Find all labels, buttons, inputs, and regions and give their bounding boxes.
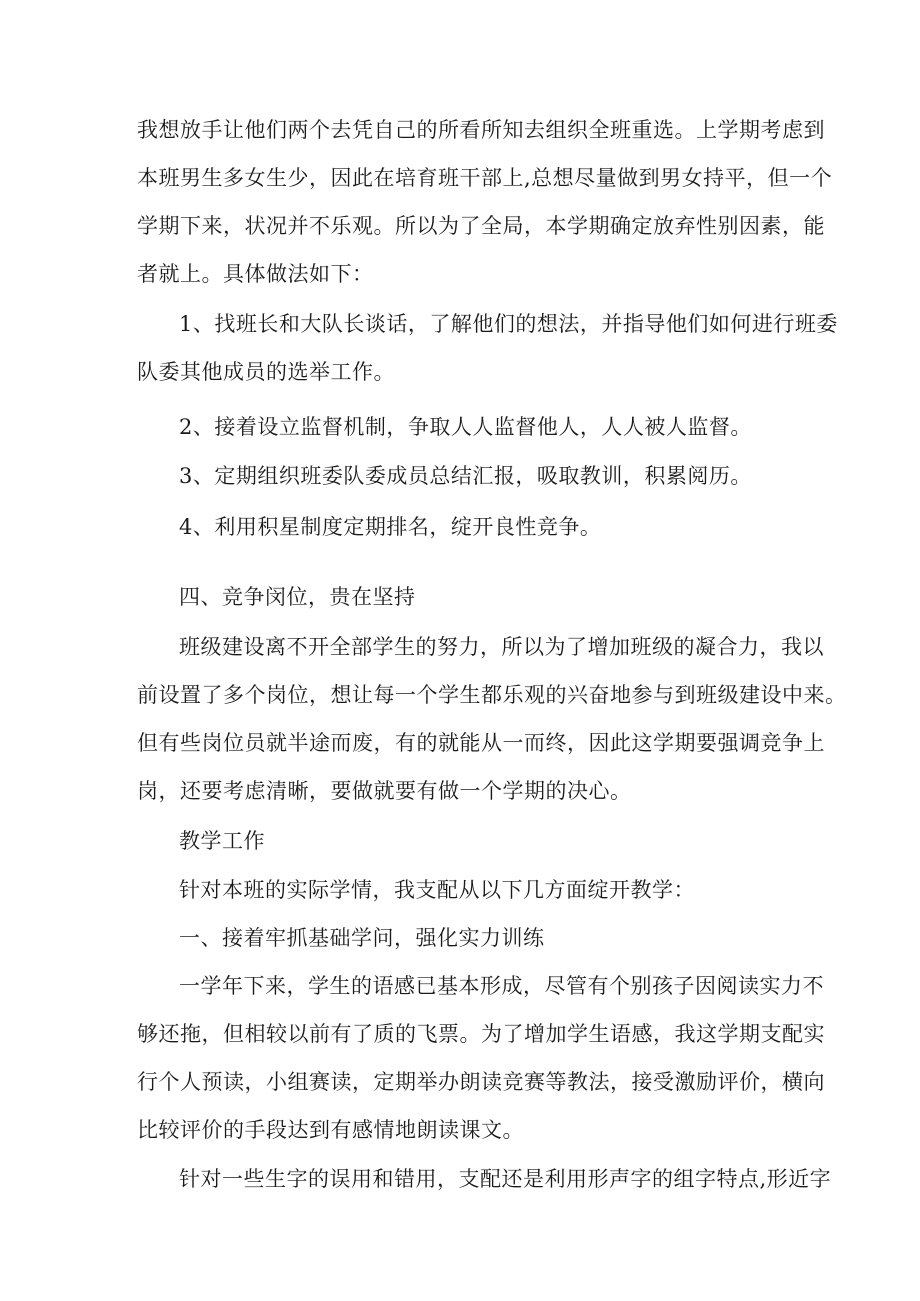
paragraph-continuation	[137, 106, 833, 298]
text-line: 学期下来，状况并不乐观。所以为了全局，本学期确定放弃性别因素，能	[137, 214, 825, 238]
text-line: 我想放手让他们两个去凭自己的所看所知去组织全班重选。上学期考虑到	[137, 118, 825, 142]
text-line: 3、定期组织班委队委成员总结汇报，吸取教训，积累阅历。	[179, 464, 752, 488]
list-item-3	[137, 452, 797, 500]
list-item-1	[137, 300, 838, 396]
list-item-4	[137, 503, 797, 551]
text-line: 前设置了多个岗位，想让每一个学生都乐观的兴奋地参与到班级建设中来。	[137, 683, 847, 707]
text-line: 四、竞争闵位，贵在坚持	[179, 585, 416, 609]
list-item-2	[137, 403, 797, 451]
text-line: 岗，还要考虑清晰，要做就要有做一个学期的决心。	[137, 779, 632, 803]
section-heading-teaching	[137, 817, 797, 865]
paragraph-class-building	[137, 623, 847, 815]
text-line: 教学工作	[179, 829, 265, 853]
text-line: 队委其他成员的选举工作。	[137, 360, 395, 384]
text-line: 够还拖，但相较以前有了质的飞票。为了增加学生语感，我这学期支配实	[137, 1022, 825, 1046]
text-line: 行个人预读，小组赛读，定期举办朗读竞赛等教法，接受激励评价，横向	[137, 1070, 825, 1094]
text-line: 本班男生多女生少，因此在培育班干部上,总想尽量做到男女持平，但一个	[137, 166, 833, 190]
text-line: 针对本班的实际学情，我支配从以下几方面绽开教学：	[179, 878, 695, 902]
text-line: 但有些岗位员就半途而废，有的就能从一而终，因此这学期要强调竞争上	[137, 731, 825, 755]
section-heading-1	[137, 914, 797, 962]
text-line: 4、利用积星制度定期排名，绽开良性竞争。	[179, 515, 602, 539]
text-line: 一、接着牢抓基础学问，强化实力训练	[179, 926, 545, 950]
text-line: 班级建设离不开全部学生的努力，所以为了增加班级的凝合力，我以	[179, 635, 824, 659]
text-line: 1、找班长和大队长谈话，了解他们的想法，并指导他们如何进行班委	[179, 312, 838, 336]
text-line: 一学年下来，学生的语感已基本形成，尽管有个别孩子因阅读实力不	[179, 974, 824, 998]
text-line: 者就上。具体做法如下：	[137, 262, 374, 286]
section-heading-4	[137, 573, 797, 621]
paragraph-reading	[137, 962, 825, 1154]
paragraph-teaching-intro	[137, 866, 797, 914]
text-line: 2、接着设立监督机制，争取人人监督他人，人人被人监督。	[179, 415, 752, 439]
text-line: 比较评价的手段达到有感情地朗读课文。	[137, 1118, 524, 1142]
text-line: 针对一些生字的误用和错用，支配还是利用形声字的组字特点,形近字	[179, 1167, 832, 1191]
paragraph-characters	[137, 1155, 832, 1203]
